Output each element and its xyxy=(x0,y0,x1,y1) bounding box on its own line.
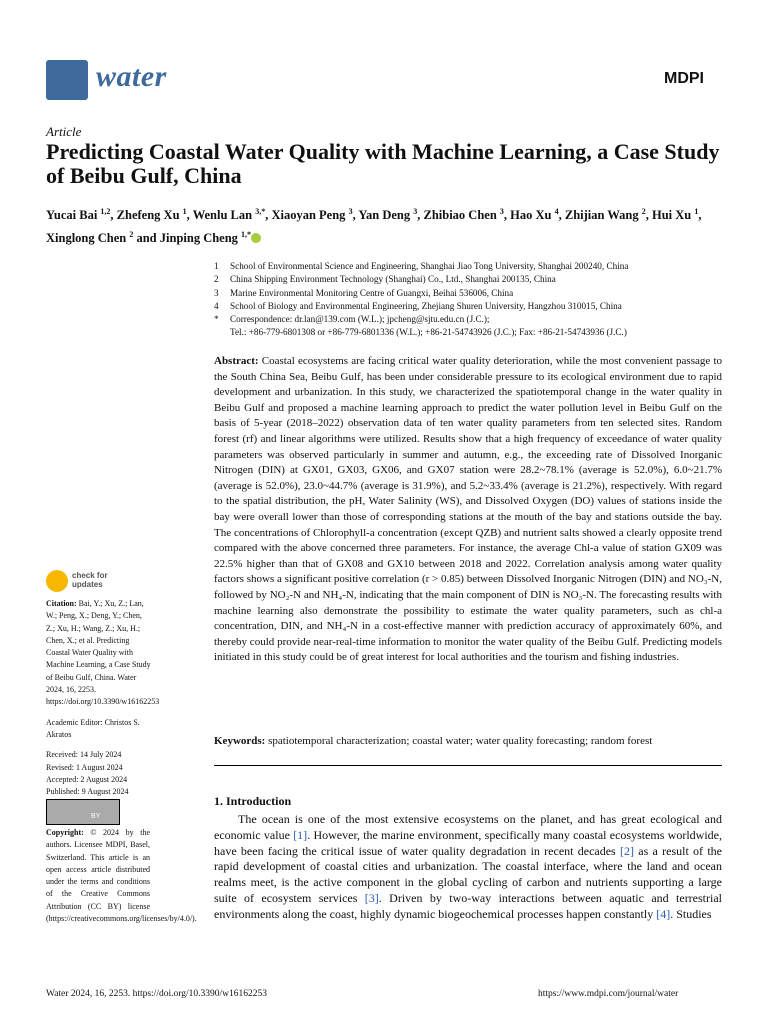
affiliation-number: * xyxy=(214,314,219,325)
keywords-label: Keywords: xyxy=(214,735,266,747)
affiliation-text: Tel.: +86-779-6801308 or +86-779-6801336 (W.L.); +86-21-54743926 (J.C.); Fax: +86-21-54743936 (J.C.) xyxy=(230,327,627,338)
affiliation-item xyxy=(214,260,734,273)
author-affiliation-sup: 3 xyxy=(348,207,353,216)
author-name: Zhibiao Chen $^3$ xyxy=(423,207,504,223)
affiliation-number: 2 xyxy=(214,274,219,285)
affiliation-number xyxy=(214,326,230,339)
author-affiliation-sup: 1 xyxy=(182,207,187,216)
author-name: Jinping Cheng $^{1,*}$ xyxy=(159,230,252,246)
affiliation-number: 3 xyxy=(214,287,219,298)
check-for-updates-button[interactable] xyxy=(46,570,176,592)
date-received: Received: 14 July 2024 xyxy=(46,750,122,760)
affiliation-item xyxy=(214,273,734,286)
author-affiliation-sup: 3,* xyxy=(255,207,266,216)
abstract-label: Abstract: xyxy=(214,355,259,367)
updates-text-bottom: updates xyxy=(72,580,103,589)
journal-name: water xyxy=(96,60,167,93)
copyright xyxy=(46,827,197,925)
reference-link[interactable]: [4] xyxy=(656,906,671,921)
intro-text: The ocean is one of the most extensive ecosystems on the planet, and has great ecological and economic value xyxy=(214,812,722,842)
author-affiliation-sup: 1,2 xyxy=(100,207,111,216)
journal-logo-icon xyxy=(46,60,88,100)
date-published: Published: 9 August 2024 xyxy=(46,787,129,797)
affiliation-text: Marine Environmental Monitoring Centre of Guangxi, Beihai 536006, China xyxy=(230,287,514,298)
author-affiliation-sup: 2 xyxy=(641,207,646,216)
affiliation-item xyxy=(214,326,734,339)
intro-text: . Driven by two-way interactions between aquatic and terrestrial environments along the coast, highly dynamic biogeochemical processes happen constantly xyxy=(214,890,723,921)
author-name: Wenlu Lan $^{3,*}$ xyxy=(192,207,266,223)
affiliation-item xyxy=(214,287,734,300)
affiliation-text: School of Environmental Science and Engineering, Shanghai Jiao Tong University, Shanghai 200240, China xyxy=(230,261,629,271)
author-name: Zhijian Wang $^2$ xyxy=(564,207,646,223)
intro-text: as a result of the rapid development of coastal cities and urbanization. The coastal interface, where the land and ocean realms meet, is the active component in the global cycling of carbon and nutrients supporting a large suite of ecosystem services xyxy=(214,843,722,905)
reference-link[interactable]: [2] xyxy=(620,843,634,858)
check-updates-icon xyxy=(46,570,68,592)
sidebar-info xyxy=(46,598,160,798)
paper-title: Predicting Coastal Water Quality with Machine Learning, a Case Study of Beibu Gulf, China xyxy=(46,139,720,188)
citation xyxy=(46,598,160,709)
abstract-text: Coastal ecosystems are facing critical water quality deterioration, while the most convenient passage to the South China Sea, Beibu Gulf, has been under considerable pressure to its ecological environment due to rapid development and urbanization. In this study, we characterized the spatiotemporal change in the water quality in Beibu Gulf and proposed a machine learning approach to predict the water pollution level in Beibu Gulf on the basis of 5-year (2018–2022) observation data of ten water quality parameters from ten selected sites. Random forest (rf) and linear algorithms were utilized. Results show that a high frequency of exceedance of water quality parameters was observed particularly in summer and autumn, e.g., the exceeding rate of Dissolved Inorganic Nitrogen (DIN) at GX01, GX03, GX06, and GX07 station were 28.2~78.1% (average is 52.0%), 6.0~21.7% (average is 52.0%), 23.0~44.7% (average is 31.9%), and 5.2~33.4% (average is 21.2%), respectively. With regard to the spatial distribution, the pH, Water Salinity (WS), and Dissolved Oxygen (DO) values of stations inside the bay were overall lower than those of corresponding stations at the mouth of the bay and stations outside the bay. The concentrations of Chlorophyll-a concentration (except QZB) and nutrient salts showed a clearly opposite trend compared with the above concerned three parameters. For instance, the average Chl-a value of station GX09 was 22.5% higher than that of GX08 and GX10 between 2018 and 2022. Correlation analysis among water quality factors shows a significant positive correlation (r > 0.85) between Dissolved Inorganic Nitrogen (DIN) and NO₃-N, followed by NO₂-N and NH₄-N, indicating that the main component of DIN is NO₃-N. The forecasting results with machine learning also demonstrate the possibility to estimate the water quality parameters, such as chl-a concentration, DIN, and NH₄-N in a cost-effective manner with prediction accuracy of approximately 60%, and thereby could provide near-real-time information to monitor the water quality of the Beibu Gulf. Predicting models initiated in this study could be of great interest for local authorities and the tourism and fishing industries. xyxy=(214,355,722,664)
citation-label: Citation: xyxy=(46,599,77,608)
dates xyxy=(46,749,152,798)
author-name: Xinglong Chen $^2$ xyxy=(46,230,134,246)
affiliation-text: Correspondence: dr.lan@139.com (W.L.); jpcheng@sjtu.edu.cn (J.C.); xyxy=(230,314,490,325)
publisher-logo: MDPI xyxy=(664,70,704,87)
author-affiliation-sup: 1 xyxy=(694,207,699,216)
affiliation-number: 4 xyxy=(214,300,219,311)
author-name: Hui Xu $^1$ xyxy=(652,207,699,223)
updates-text-top: check for xyxy=(72,571,108,580)
author-name: Yucai Bai $^{1,2}$ xyxy=(46,207,111,223)
footer-journal-link[interactable]: https://www.mdpi.com/journal/water xyxy=(538,989,679,999)
reference-link[interactable]: [3] xyxy=(364,890,379,905)
intro-text: . Studies xyxy=(670,906,712,921)
author-affiliation-sup: 2 xyxy=(129,230,134,240)
author-name: Zhefeng Xu $^1$ xyxy=(116,207,187,223)
author-name: Xiaoyan Peng $^3$ xyxy=(271,207,353,223)
section-heading: 1. Introduction xyxy=(214,794,292,808)
author-affiliation-sup: 1,* xyxy=(241,230,252,240)
copyright-label: Copyright: xyxy=(46,828,84,837)
citation-text: Bai, Y.; Xu, Z.; Lan, W.; Peng, X.; Deng, Y.; Chen, Z.; Xu, H.; Wang, Z.; Xu, H.; Chen, X.; et al. Predicting Coastal Water Quality with Machine Learning, a Case Study of Beibu Gulf, China. Water 2024, 16, 2253. https://doi.org/10.3390/w16162253 xyxy=(46,599,160,707)
author-affiliation-sup: 4 xyxy=(554,207,559,216)
intro-text: . However, the marine environment, specifically many coastal ecosystems worldwide, have been facing the critical issue of water quality degradation in recent decades xyxy=(214,827,723,858)
intro-paragraph xyxy=(214,812,722,923)
affiliation-number: 1 xyxy=(214,261,219,271)
affiliation-item xyxy=(214,300,734,313)
divider xyxy=(214,765,722,766)
author-name: Yan Deng $^3$ xyxy=(358,207,418,223)
article-type: Article xyxy=(46,124,82,139)
date-accepted: Accepted: 2 August 2024 xyxy=(46,774,128,784)
affiliation-item xyxy=(214,313,734,326)
keywords xyxy=(214,734,722,749)
cc-license-badge-icon[interactable] xyxy=(46,799,120,825)
cc-badge-text: BY xyxy=(91,813,101,820)
affiliations xyxy=(214,260,734,340)
copyright-text: © 2024 by the authors. Licensee MDPI, Basel, Switzerland. This article is an open access article distributed under the terms and conditions of the Creative Commons Attribution (CC BY) license (https://creativecommons.org/licenses/by/4.0/). xyxy=(46,828,197,924)
abstract xyxy=(214,354,722,666)
reference-link[interactable]: [1] xyxy=(293,827,308,842)
keywords-text: spatiotemporal characterization; coastal water; water quality forecasting; random forest xyxy=(268,735,653,747)
orcid-icon[interactable] xyxy=(251,233,261,243)
author-list: Yucai Bai $^{1,2}$, Zhefeng Xu $^1$, Wenlu Lan $^{3,*}$, Xiaoyan Peng $^3$, Yan Deng $^3$, Zhibiao Chen $^3$, Hao Xu $^4$, Zhijian Wang $^2$, Hui Xu $^1$, Xinglong Chen $^2$ and Jinping Cheng $^{1,*}$ xyxy=(46,207,702,246)
affiliation-text: China Shipping Environment Technology (Shanghai) Co., Ltd., Shanghai 200135, China xyxy=(230,274,556,285)
author-affiliation-sup: 3 xyxy=(499,207,504,216)
author-name: Hao Xu $^4$ xyxy=(510,207,559,223)
affiliation-text: School of Biology and Environmental Engineering, Zhejiang Shuren University, Hangzhou 310015, China xyxy=(230,300,622,311)
footer-citation: Water 2024, 16, 2253. https://doi.org/10.3390/w16162253 xyxy=(46,989,267,999)
author-affiliation-sup: 3 xyxy=(413,207,418,216)
academic-editor: Academic Editor: Christos S. Akratos xyxy=(46,717,140,739)
date-revised: Revised: 1 August 2024 xyxy=(46,762,123,772)
